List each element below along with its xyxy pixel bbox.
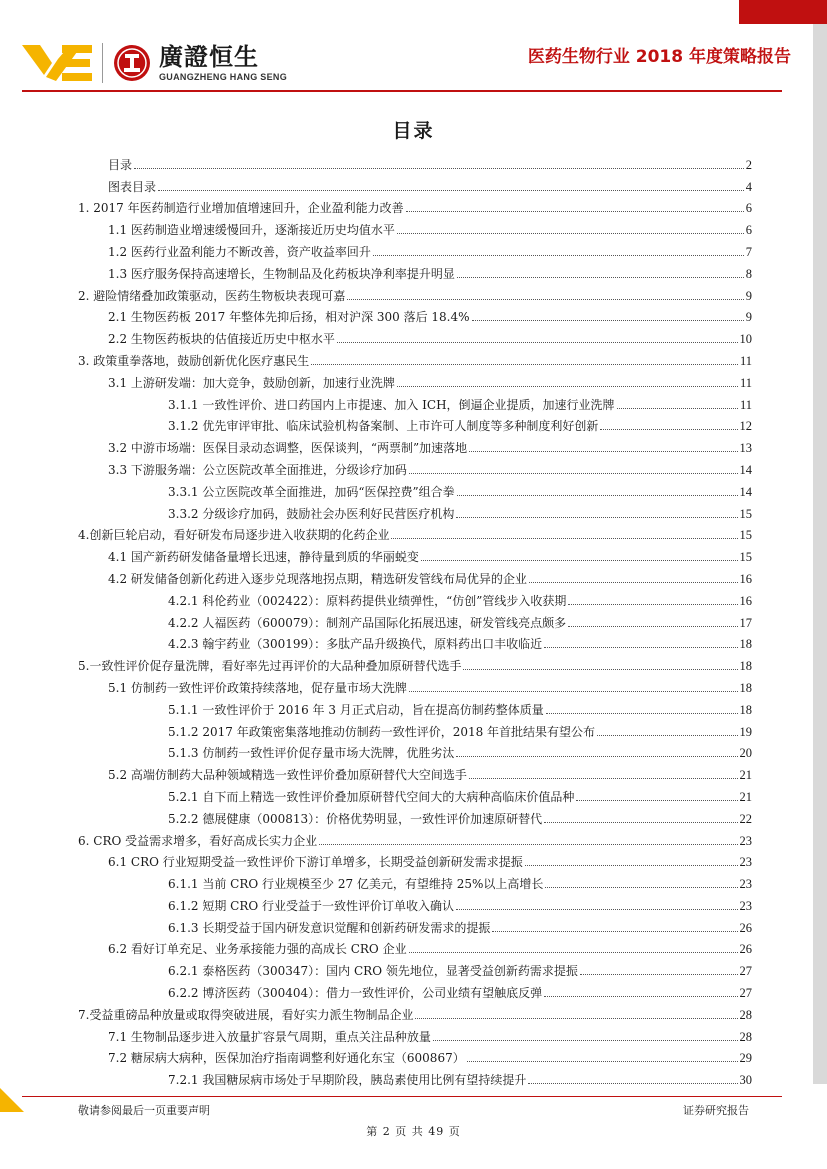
toc-entry[interactable] <box>78 215 752 237</box>
toc-entry[interactable] <box>78 412 752 434</box>
toc-leader-dots <box>391 538 737 539</box>
toc-leader-dots <box>409 691 738 692</box>
toc-entry-page: 27 <box>739 986 752 1001</box>
toc-leader-dots <box>158 190 744 191</box>
toc-leader-dots <box>546 713 738 714</box>
toc-entry-page: 11 <box>739 397 752 412</box>
toc-entry-title: 目录 <box>108 157 133 172</box>
report-title: 医药生物行业 2018 年度策略报告 <box>527 47 791 67</box>
toc-entry-title: 3.3 下游服务端：公立医院改革全面推进，分级诊疗加码 <box>108 462 407 477</box>
toc-leader-dots <box>397 233 744 234</box>
logo-separator <box>102 43 103 83</box>
toc-entry-page: 30 <box>739 1073 752 1088</box>
toc-entry[interactable] <box>78 477 752 499</box>
toc-leader-dots <box>467 1061 738 1062</box>
toc-entry-title: 5.2 高端仿制药大品种领域精选一致性评价叠加原研替代大空间选手 <box>108 768 467 783</box>
toc-entry-page: 12 <box>739 419 752 434</box>
toc-entry-page: 29 <box>739 1051 752 1066</box>
toc-leader-dots <box>617 408 738 409</box>
toc-entry[interactable] <box>78 346 752 368</box>
toc-entry-page: 16 <box>739 593 752 608</box>
toc-entry-page: 22 <box>739 811 752 826</box>
toc-entry[interactable] <box>78 1022 752 1044</box>
toc-entry[interactable] <box>78 891 752 913</box>
toc-entry[interactable] <box>78 324 752 346</box>
company-name-en: GUANGZHENG HANG SENG <box>159 72 288 82</box>
toc-entry-title: 6.2.2 博济医药（300404）：借力一致性评价，公司业绩有望触底反弹 <box>168 986 543 1001</box>
gzhs-badge-icon <box>113 44 151 82</box>
toc-entry[interactable] <box>78 368 752 390</box>
toc-entry-title: 4.2.2 人福医药（600079）：制剂产品国际化拓展迅速，研发管线亮点颇多 <box>168 615 567 630</box>
toc-entry-page: 28 <box>739 1007 752 1022</box>
toc-entry-page: 6 <box>745 223 752 238</box>
toc-entry-title: 图表目录 <box>108 179 157 194</box>
toc-entry[interactable] <box>78 956 752 978</box>
toc-entry[interactable] <box>78 433 752 455</box>
toc-entry-title: 6.1.1 当前 CRO 行业规模至少 27 亿美元，有望维持 25%以上高增长 <box>168 877 544 892</box>
toc-leader-dots <box>544 822 737 823</box>
footer-disclaimer: 敬请参阅最后一页重要声明 <box>78 1104 210 1117</box>
toc-entry[interactable] <box>78 651 752 673</box>
toc-entry-title: 5.1.3 仿制药一致性评价促存量市场大洗牌，优胜劣汰 <box>168 746 455 761</box>
toc-leader-dots <box>337 342 738 343</box>
toc-entry-title: 5.1 仿制药一致性评价政策持续落地，促存量市场大洗牌 <box>108 680 407 695</box>
toc-leader-dots <box>600 429 737 430</box>
toc-entry-title: 6. CRO 受益需求增多，看好高成长实力企业 <box>78 833 318 848</box>
toc-entry[interactable] <box>78 673 752 695</box>
toc-entry-page: 17 <box>739 615 752 630</box>
toc-entry-page: 26 <box>739 942 752 957</box>
toc-entry-title: 4.1 国产新药研发储备量增长迅速，静待量到质的华丽蜕变 <box>108 550 419 565</box>
toc-entry-page: 18 <box>739 637 752 652</box>
toc-leader-dots <box>469 451 737 452</box>
toc-leader-dots <box>409 473 738 474</box>
toc-entry-page: 9 <box>745 288 752 303</box>
toc-entry-title: 5.2.1 自下而上精选一致性评价叠加原研替代空间大的大病种高临床价值品种 <box>168 789 575 804</box>
toc-entry-page: 23 <box>739 855 752 870</box>
toc-entry-title: 6.2 看好订单充足、业务承接能力强的高成长 CRO 企业 <box>108 942 407 957</box>
toc-leader-dots <box>472 320 744 321</box>
toc-entry-title: 2. 避险情绪叠加政策驱动，医药生物板块表现可嘉 <box>78 288 346 303</box>
toc-entry-page: 18 <box>739 702 752 717</box>
toc-entry[interactable] <box>78 695 752 717</box>
right-side-gray-bar <box>813 24 827 1084</box>
toc-entry-page: 14 <box>739 484 752 499</box>
footer-report-type: 证券研究报告 <box>683 1104 749 1117</box>
toc-entry-page: 19 <box>739 724 752 739</box>
toc-entry-page: 6 <box>745 201 752 216</box>
toc-entry-title: 4.2.1 科伦药业（002422）：原料药提供业绩弹性，“仿创”管线步入收获期 <box>168 593 567 608</box>
toc-entry[interactable] <box>78 390 752 412</box>
toc-entry[interactable] <box>78 913 752 935</box>
toc-entry[interactable] <box>78 869 752 891</box>
toc-entry-title: 3.3.2 分级诊疗加码，鼓励社会办医利好民营医疗机构 <box>168 506 455 521</box>
toc-entry-page: 23 <box>739 877 752 892</box>
toc-entry-title: 7.1 生物制品逐步进入放量扩容景气周期，重点关注品种放量 <box>108 1029 431 1044</box>
toc-entry-page: 18 <box>739 659 752 674</box>
toc-entry-title: 5.一致性评价促存量洗牌，看好率先过再评价的大品种叠加原研替代选手 <box>78 659 462 674</box>
toc-leader-dots <box>456 756 737 757</box>
toc-entry-page: 23 <box>739 898 752 913</box>
toc-entry-page: 2 <box>745 157 752 172</box>
toc-entry[interactable] <box>78 630 752 652</box>
toc-entry-title: 7.受益重磅品种放量或取得突破进展，看好实力派生物制品企业 <box>78 1007 414 1022</box>
toc-entry[interactable] <box>78 259 752 281</box>
toc-leader-dots <box>311 364 738 365</box>
toc-leader-dots <box>580 974 738 975</box>
toc-leader-dots <box>544 996 737 997</box>
toc-entry[interactable] <box>78 608 752 630</box>
toc-entry[interactable] <box>78 303 752 325</box>
toc-leader-dots <box>457 495 738 496</box>
toc-entry-title: 2.2 生物医药板块的估值接近历史中枢水平 <box>108 332 335 347</box>
toc-leader-dots <box>597 735 737 736</box>
toc-entry[interactable] <box>78 499 752 521</box>
toc-entry-page: 16 <box>739 571 752 586</box>
toc-entry[interactable] <box>78 717 752 739</box>
toc-entry-title: 7.2 糖尿病大病种，医保加治疗指南调整利好通化东宝（600867） <box>108 1051 465 1066</box>
toc-entry-title: 3.2 中游市场端：医保目录动态调整，医保谈判，“两票制”加速落地 <box>108 441 468 456</box>
toc-entry-title: 4.2.3 翰宇药业（300199）：多肽产品升级换代，原料药出口丰收临近 <box>168 637 543 652</box>
toc-entry-page: 4 <box>745 179 752 194</box>
toc-leader-dots <box>492 931 737 932</box>
toc-entry-page: 15 <box>739 506 752 521</box>
toc-entry[interactable] <box>78 237 752 259</box>
toc-entry[interactable] <box>78 281 752 303</box>
toc-entry-title: 2.1 生物医药板 2017 年整体先抑后扬，相对沪深 300 落后 18.4% <box>108 310 470 325</box>
toc-entry[interactable] <box>78 542 752 564</box>
toc-entry[interactable] <box>78 1044 752 1066</box>
toc-entry[interactable] <box>78 521 752 543</box>
toc-entry-title: 6.1.3 长期受益于国内研发意识觉醒和创新药研发需求的提振 <box>168 920 491 935</box>
ye-logo-icon <box>22 41 94 85</box>
toc-leader-dots <box>373 255 744 256</box>
toc-leader-dots <box>544 647 737 648</box>
toc-entry-page: 26 <box>739 920 752 935</box>
toc-entry-page: 28 <box>739 1029 752 1044</box>
toc-entry-page: 11 <box>739 353 752 368</box>
header-divider <box>22 90 782 92</box>
toc-leader-dots <box>409 952 738 953</box>
toc-entry[interactable] <box>78 978 752 1000</box>
toc-leader-dots <box>528 1083 737 1084</box>
toc-entry-title: 3.3.1 公立医院改革全面推进，加码“医保控费”组合拳 <box>168 484 455 499</box>
toc-leader-dots <box>397 386 738 387</box>
toc-entry-page: 27 <box>739 964 752 979</box>
toc-leader-dots <box>347 299 743 300</box>
toc-entry[interactable] <box>78 826 752 848</box>
toc-entry-title: 7.2.1 我国糖尿病市场处于早期阶段，胰岛素使用比例有望持续提升 <box>168 1073 527 1088</box>
toc-entry-title: 6.1.2 短期 CRO 行业受益于一致性评价订单收入确认 <box>168 898 455 913</box>
company-logo <box>22 38 287 88</box>
toc-entry[interactable] <box>78 1000 752 1022</box>
toc-entry[interactable] <box>78 172 752 194</box>
toc-entry-title: 1.3 医疗服务保持高速增长，生物制品及化药板块净利率提升明显 <box>108 266 455 281</box>
toc-leader-dots <box>415 1018 737 1019</box>
toc-entry-page: 21 <box>739 768 752 783</box>
toc-entry[interactable] <box>78 150 752 172</box>
toc-leader-dots <box>433 1040 738 1041</box>
toc-leader-dots <box>457 277 744 278</box>
toc-entry-title: 5.1.2 2017 年政策密集落地推动仿制药一致性评价，2018 年首批结果有望公布 <box>168 724 596 739</box>
toc-leader-dots <box>456 517 737 518</box>
toc-entry-page: 23 <box>739 833 752 848</box>
toc-entry-title: 4.创新巨轮启动，看好研发布局逐步进入收获期的化药企业 <box>78 528 390 543</box>
toc-leader-dots <box>469 778 738 779</box>
toc-entry[interactable] <box>78 194 752 216</box>
toc-entry-page: 20 <box>739 746 752 761</box>
toc-entry-page: 13 <box>739 441 752 456</box>
page-number: 第 2 页 共 49 页 <box>366 1125 461 1138</box>
toc-entry-page: 8 <box>745 266 752 281</box>
toc-entry-title: 1.1 医药制造业增速缓慢回升，逐渐接近历史均值水平 <box>108 223 395 238</box>
toc-entry-page: 21 <box>739 789 752 804</box>
toc-leader-dots <box>545 887 737 888</box>
toc-entry-title: 6.1 CRO 行业短期受益一致性评价下游订单增多，长期受益创新研发需求提振 <box>108 855 523 870</box>
toc-leader-dots <box>529 582 738 583</box>
toc-entry-page: 10 <box>739 332 752 347</box>
toc-entry[interactable] <box>78 739 752 761</box>
toc-entry-page: 7 <box>745 244 752 259</box>
toc-entry-page: 18 <box>739 680 752 695</box>
toc-leader-dots <box>568 626 737 627</box>
header-corner-red-bar <box>739 0 827 24</box>
toc-entry[interactable] <box>78 1065 752 1087</box>
toc-leader-dots <box>319 844 737 845</box>
toc-leader-dots <box>525 865 738 866</box>
toc-entry-page: 14 <box>739 462 752 477</box>
table-of-contents <box>78 150 752 1087</box>
toc-leader-dots <box>406 211 744 212</box>
toc-entry-title: 3.1.1 一致性评价、进口药国内上市提速、加入 ICH，倒逼企业提质，加速行业洗牌 <box>168 397 615 412</box>
toc-entry-title: 6.2.1 泰格医药（300347）：国内 CRO 领先地位，显著受益创新药需求提振 <box>168 964 578 979</box>
toc-leader-dots <box>568 604 737 605</box>
toc-entry-page: 9 <box>745 310 752 325</box>
toc-leader-dots <box>456 909 737 910</box>
toc-entry-title: 3. 政策重拳落地，鼓励创新优化医疗惠民生 <box>78 353 310 368</box>
toc-entry-title: 3.1 上游研发端：加大竞争，鼓励创新，加速行业洗牌 <box>108 375 395 390</box>
toc-leader-dots <box>463 669 737 670</box>
toc-entry-title: 5.1.1 一致性评价于 2016 年 3 月正式启动，旨在提高仿制药整体质量 <box>168 702 544 717</box>
toc-entry[interactable] <box>78 782 752 804</box>
toc-entry-title: 4.2 研发储备创新化药进入逐步兑现落地拐点期，精选研发管线布局优异的企业 <box>108 571 527 586</box>
toc-entry-title: 1. 2017 年医药制造行业增加值增速回升，企业盈利能力改善 <box>78 201 404 216</box>
toc-entry[interactable] <box>78 564 752 586</box>
toc-leader-dots <box>576 800 737 801</box>
footer-divider <box>22 1096 782 1097</box>
toc-entry-title: 5.2.2 德展健康（000813）：价格优势明显，一致性评价加速原研替代 <box>168 811 543 826</box>
toc-leader-dots <box>134 168 744 169</box>
company-name-cn: 廣證恒生 <box>159 43 259 71</box>
toc-leader-dots <box>421 560 738 561</box>
toc-heading: 目录 <box>392 120 435 142</box>
toc-entry[interactable] <box>78 586 752 608</box>
toc-entry-title: 3.1.2 优先审评审批、临床试验机构备案制、上市许可人制度等多种制度利好创新 <box>168 419 599 434</box>
toc-entry[interactable] <box>78 935 752 957</box>
toc-entry[interactable] <box>78 804 752 826</box>
toc-entry-title: 1.2 医药行业盈利能力不断改善，资产收益率回升 <box>108 244 371 259</box>
footer-corner-triangle-icon <box>0 1088 24 1112</box>
toc-entry[interactable] <box>78 455 752 477</box>
toc-entry[interactable] <box>78 848 752 870</box>
toc-entry-page: 11 <box>739 375 752 390</box>
toc-entry-page: 15 <box>739 550 752 565</box>
toc-entry-page: 15 <box>739 528 752 543</box>
toc-entry[interactable] <box>78 760 752 782</box>
